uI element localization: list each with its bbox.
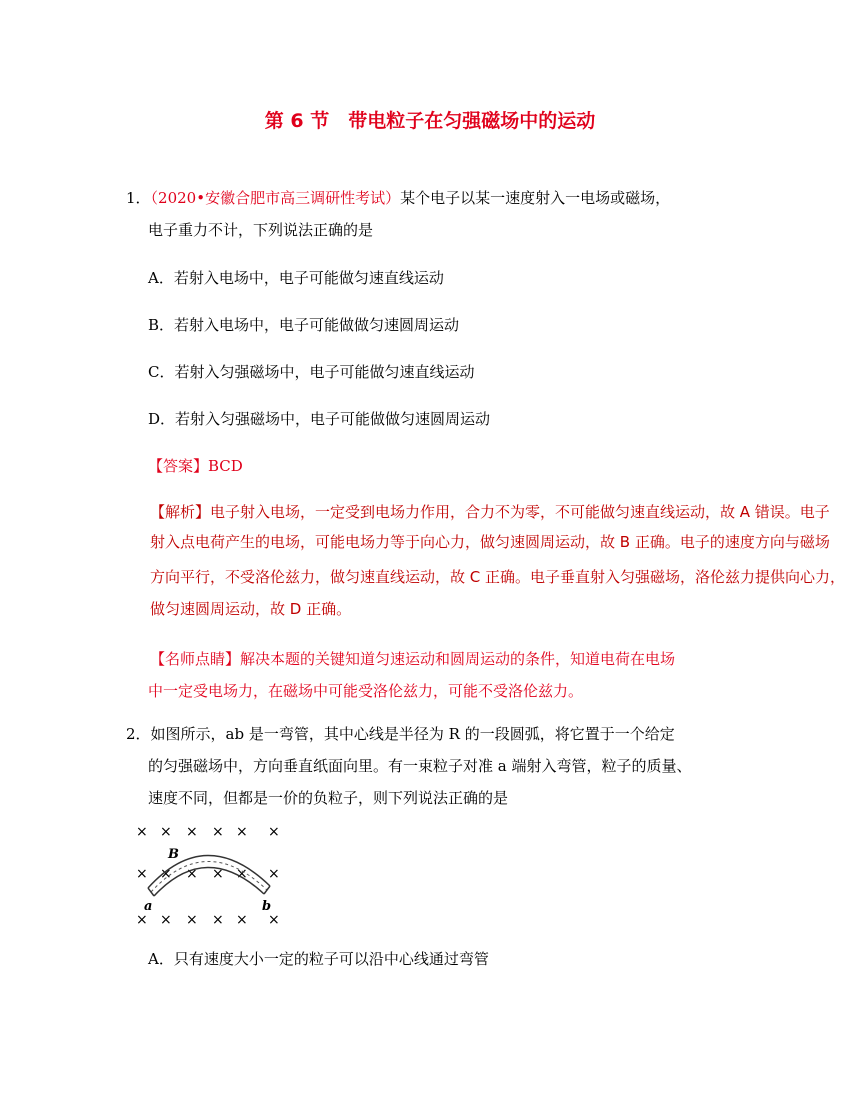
field-cross: × [186, 912, 198, 928]
field-cross: × [136, 912, 148, 928]
q2-option-a: A．只有速度大小一定的粒子可以沿中心线通过弯管 [148, 950, 489, 968]
tube-end-b [264, 886, 270, 894]
q1-stem-line2: 电子重力不计，下列说法正确的是 [148, 221, 374, 239]
field-cross: × [268, 824, 280, 840]
tube-end-a [148, 888, 154, 896]
q1-option-b: B．若射入电场中，电子可能做做匀速圆周运动 [148, 316, 460, 334]
field-cross: × [212, 912, 224, 928]
field-cross: × [160, 824, 172, 840]
field-cross: × [268, 866, 280, 882]
q2-stem-line1 [126, 724, 675, 744]
q1-analysis-line4: 做匀速圆周运动，故 D 正确。 [150, 600, 352, 618]
q2-stem-line2: 的匀强磁场中，方向垂直纸面向里。有一束粒子对准 a 端射入弯管，粒子的质量、 [148, 757, 692, 775]
label-b: b [262, 899, 272, 914]
field-cross: × [160, 866, 172, 882]
field-cross: × [236, 912, 248, 928]
label-a: a [144, 899, 153, 914]
field-cross: × [186, 866, 198, 882]
page-title: 第 6 节 带电粒子在匀强磁场中的运动 [264, 110, 596, 132]
q1-stem-line1: 某个电子以某一速度射入一电场或磁场， [400, 189, 671, 207]
bent-tube-figure [128, 818, 288, 930]
field-cross: × [160, 912, 172, 928]
field-cross: × [212, 866, 224, 882]
q1-number: 1． [126, 189, 151, 207]
q1-tip-line2: 中一定受电场力，在磁场中可能受洛伦兹力，可能不受洛伦兹力。 [148, 682, 584, 700]
q1-option-c: C．若射入匀强磁场中，电子可能做匀速直线运动 [148, 363, 475, 381]
label-B: B [168, 847, 179, 862]
q2-stem-text1: 如图所示，ab 是一弯管，其中心线是半径为 R 的一段圆弧，将它置于一个给定 [150, 725, 675, 743]
field-cross: × [268, 912, 280, 928]
q1-option-a: A．若射入电场中，电子可能做匀速直线运动 [148, 269, 444, 287]
q1-option-d: D．若射入匀强磁场中，电子可能做做匀速圆周运动 [148, 410, 491, 428]
field-cross: × [236, 866, 248, 882]
field-cross: × [186, 824, 198, 840]
q1-analysis-line1: 【解析】电子射入电场，一定受到电场力作用，合力不为零，不可能做匀速直线运动，故 A 错误。电子 [150, 503, 830, 521]
q1-source: （2020•安徽合肥市高三调研性考试） [150, 189, 401, 207]
field-cross: × [136, 824, 148, 840]
field-cross: × [136, 866, 148, 882]
q1-answer: 【答案】BCD [148, 457, 243, 475]
field-cross: × [212, 824, 224, 840]
q1-tip-line1: 【名师点睛】解决本题的关键知道匀速运动和圆周运动的条件，知道电荷在电场 [150, 650, 676, 668]
q1-analysis-line3: 方向平行，不受洛伦兹力，做匀速直线运动，故 C 正确。电子垂直射入匀强磁场，洛伦兹力提供向心力， [150, 568, 846, 586]
field-cross: × [236, 824, 248, 840]
q1-analysis-line2: 射入点电荷产生的电场，可能电场力等于向心力，做匀速圆周运动，故 B 正确。电子的速度方向与磁场 [150, 533, 830, 551]
q2-stem-line3: 速度不同，但都是一价的负粒子，则下列说法正确的是 [148, 789, 509, 807]
q1-first-line [126, 188, 670, 208]
q2-number: 2． [126, 725, 151, 743]
